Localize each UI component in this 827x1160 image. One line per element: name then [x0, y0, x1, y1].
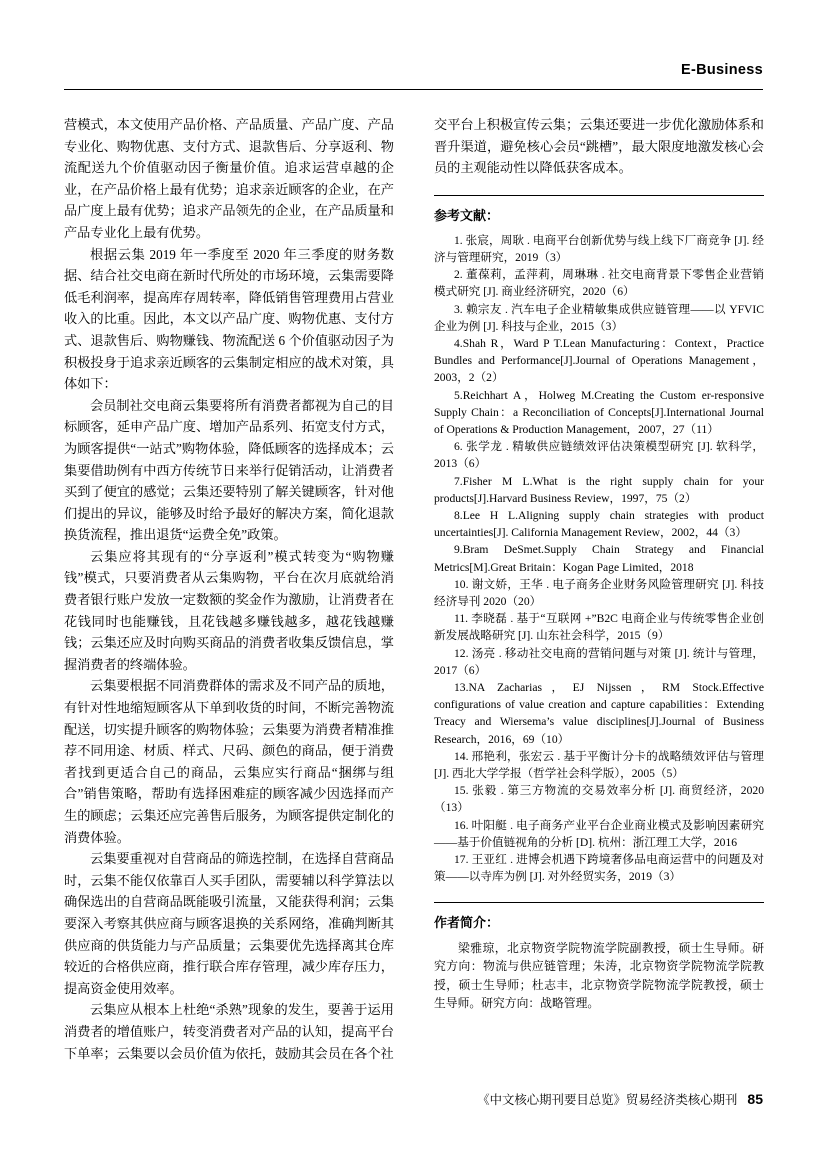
page-footer: [64, 1086, 763, 1108]
paragraph: 会员制社交电商云集要将所有消费者都视为自己的目标顾客，延申产品广度、增加产品系列、拓宽支付方式，为顾客提供“一站式”购物体验，降低顾客的选择成本；云集要借助例有中西方传统节日来举行促销活动，让消费者买到了便宜的感觉；云集还要特别了解关键顾客，针对他们提出的异议，能够及时给予最好的解决方案，简化退款换货流程，推出退货“运费全免”政策。: [64, 397, 394, 543]
page-number: 85: [747, 1091, 763, 1107]
paragraph: 交平台上积极宣传云集；云集还要进一步优化激励体系和晋升渠道，避免核心会员“跳槽”，最大限度地激发核心会员的主观能动性以降低获客成本。: [434, 117, 764, 176]
reference-item: 2. 董葆莉，孟萍莉，周琳琳 . 社交电商背景下零售企业营销模式研究 [J]. 商业经济研究，2020（6）: [434, 268, 764, 299]
authors-heading: 作者简介：: [434, 914, 500, 930]
reference-item: 5.Reichhart A，Holweg M.Creating the Custom er-responsive Supply Chain：a Reconciliation of Concepts[J].International Journal of Operations & Production Management，2007，27（11）: [434, 388, 764, 437]
paragraph: 云集应从根本上杜绝“杀熟”现象的发生，要善于运用消费者的增值账户，转变消费者对产品的认知，提高平台下单率；云集要以会员价值为依托，鼓励其会员在各个社: [64, 1002, 394, 1061]
reference-item: 17. 王亚红 . 进博会机遇下跨境奢侈品电商运营中的问题及对策——以寺库为例 [J]. 对外经贸实务，2019（3）: [434, 853, 764, 884]
reference-item: 1. 张宸，周耿 . 电商平台创新优势与线上线下厂商竞争 [J]. 经济与管理研究，2019（3）: [434, 233, 764, 264]
reference-item: 8.Lee H L.Aligning supply chain strategies with product uncertainties[J]. California Management Review，2002，44（3）: [434, 509, 764, 540]
article-columns: [64, 114, 764, 1074]
header-divider: [64, 89, 763, 90]
author-bio: 梁雅琼，北京物资学院物流学院副教授，硕士生导师。研究方向：物流与供应链管理；朱涛，北京物资学院物流学院教授，硕士生导师；杜志丰，北京物资学院物流学院教授，硕士生导师。研究方向：战略管理。: [434, 940, 764, 1011]
references-heading: 参考文献：: [434, 207, 500, 223]
paragraph: 根据云集 2019 年一季度至 2020 年三季度的财务数据、结合社交电商在新时代所处的市场环境，云集需要降低毛利润率，提高库存周转率，降低销售管理费用占营业收入的比重。因此，本文以产品广度、购物优惠、支付方式、退款售后、购物赚钱、物流配送 6 个价值驱动因子为积极投身于追求亲近顾客的云集制定相应的战术对策，具体如下：: [64, 246, 394, 392]
reference-item: 12. 汤亮 . 移动社交电商的营销问题与对策 [J]. 统计与管理，2017（6）: [434, 646, 764, 677]
section-label: E-Business: [681, 62, 763, 78]
reference-item: 4.Shah R，Ward P T.Lean Manufacturing：Context，Practice Bundles and Performance[J].Journal of Operations Management，2003，2（2）: [434, 337, 764, 385]
reference-item: 14. 邢艳利，张宏云 . 基于平衡计分卡的战略绩效评估与管理 [J]. 西北大学学报（哲学社会科学版），2005（5）: [434, 749, 764, 781]
reference-item: 10. 谢文娇，王华 . 电子商务企业财务风险管理研究 [J]. 科技经济导刊 2020（20）: [434, 577, 764, 609]
reference-item: 13.NA Zacharias，EJ Nijssen，RM Stock.Effective configurations of value creation and capture capabilities：Extending Treacy and Wiersema’s value disciplines[J].Journal of Business Research，2016，69（10）: [434, 681, 764, 746]
reference-item: 9.Bram DeSmet.Supply Chain Strategy and Financial Metrics[M].Great Britain：Kogan Page Limited，2018: [434, 543, 764, 574]
authors-section: [434, 902, 764, 1013]
references-section: [434, 195, 764, 886]
paragraph: 云集应将其现有的“分享返利”模式转变为“购物赚钱”模式，只要消费者从云集购物，平台在次月底就给消费者银行账户发放一定数额的奖金作为激励，让消费者在花钱同时也能赚钱，且花钱越多赚钱越多，越花钱越赚钱；云集还应及时向购买商品的消费者收集反馈信息，掌握消费者的终端体验。: [64, 548, 394, 672]
paragraph: 云集要根据不同消费群体的需求及不同产品的质地，有针对性地缩短顾客从下单到收货的时间，不断完善物流配送，切实提升顾客的购物体验；云集要为消费者精准推荐不同用途、材质、样式、尺码、颜色的商品，便于消费者找到更适合自己的商品，云集应实行商品“捆绑与组合”销售策略，帮助有选择困难症的顾客减少因选择而产生的顾虑；云集还应完善售后服务，为顾客提供定制化的消费体验。: [64, 678, 394, 845]
reference-list: [434, 232, 764, 886]
right-column: [434, 114, 764, 1013]
reference-item: 6. 张学龙 . 精敏供应链绩效评估决策模型研究 [J]. 软科学，2013（6）: [434, 440, 764, 471]
reference-item: 16. 叶阳艇 . 电子商务产业平台企业商业模式及影响因素研究——基于价值链视角的分析 [D]. 杭州：浙江理工大学，2016: [434, 818, 764, 849]
reference-item: 7.Fisher M L.What is the right supply chain for your products[J].Harvard Business Review，1997，75（2）: [434, 474, 764, 505]
journal-note: 《中文核心期刊要目总览》贸易经济类核心期刊: [477, 1093, 738, 1107]
paragraph: 云集要重视对自营商品的筛选控制，在选择自营商品时，云集不能仅依靠百人买手团队，需要辅以科学算法以确保选出的自营商品既能吸引流量，又能获得利润；云集要深入考察其供应商与顾客退换的关系网络，准确判断其供应商的供货能力与产品质量；云集要优先选择离其仓库较近的合格供应商，推行联合库存管理，减少库存压力，提高资金使用效率。: [64, 851, 394, 996]
page-header: [64, 62, 763, 96]
paragraph: 营模式，本文使用产品价格、产品质量、产品广度、产品专业化、购物优惠、支付方式、退款售后、分享返利、物流配送九个价值驱动因子衡量价值。追求运营卓越的企业，在产品价格上最有优势；追求亲近顾客的企业，在产品广度上最有优势；追求产品领先的企业，在产品质量和产品专业化上最有优势。: [64, 117, 394, 240]
footer-line: [477, 1090, 763, 1108]
reference-item: 15. 张毅 . 第三方物流的交易效率分析 [J]. 商贸经济，2020（13）: [434, 784, 764, 815]
reference-item: 3. 赖宗友 . 汽车电子企业精敏集成供应链管理——以 YFVIC 企业为例 [J]. 科技与企业，2015（3）: [434, 302, 764, 333]
reference-item: 11. 李晓磊 . 基于“互联网 +”B2C 电商企业与传统零售企业创新发展战略研究 [J]. 山东社会科学，2015（9）: [434, 612, 764, 643]
left-column: [64, 114, 394, 1064]
